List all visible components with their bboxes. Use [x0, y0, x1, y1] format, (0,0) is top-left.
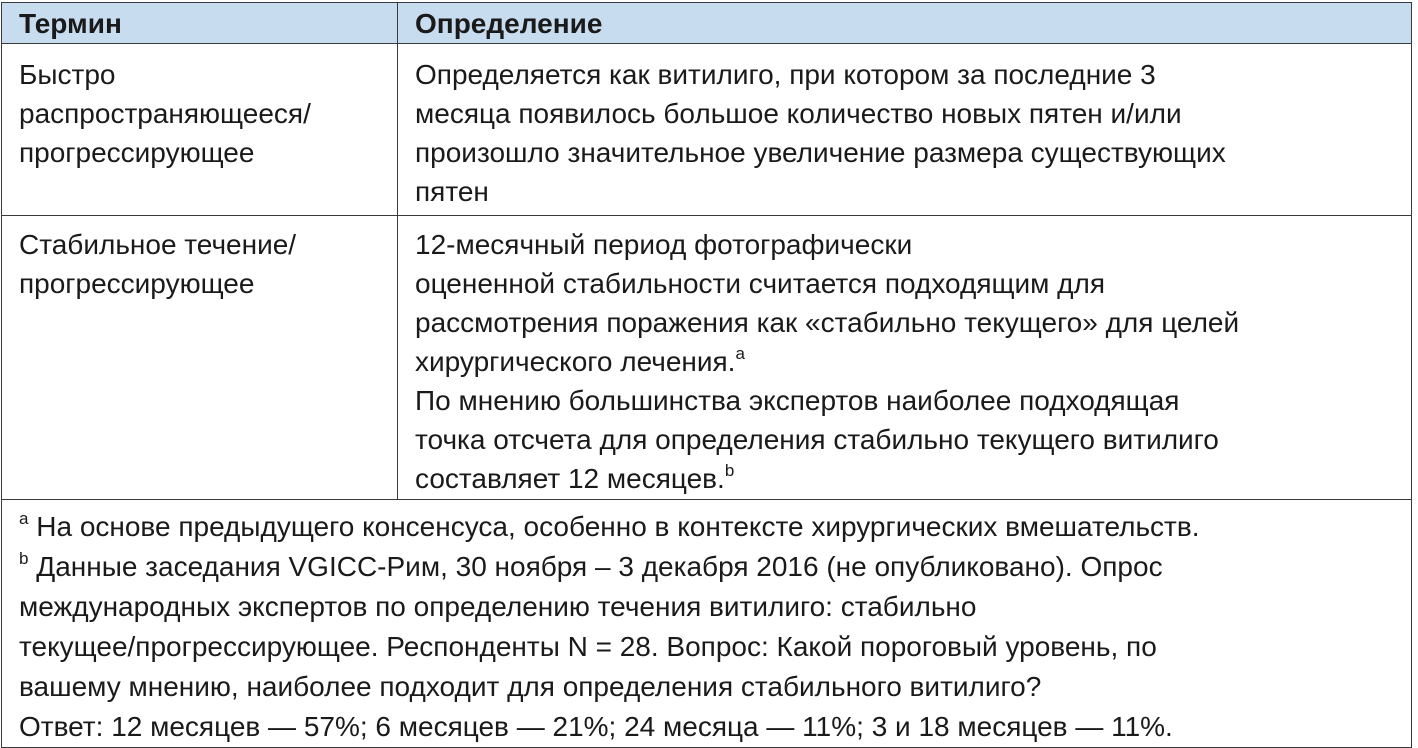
footnote-b-line: текущее/прогрессирующее. Респонденты N = 28. Вопрос: Какой пороговый уровень, по	[19, 631, 1157, 662]
footnote-ref-a: a	[735, 343, 745, 363]
definition-line: месяца появилось большое количество новых пятен и/или	[415, 98, 1182, 129]
term-line: прогрессирующее	[19, 137, 255, 168]
table-row	[2, 44, 1412, 216]
definition-line: оцененной стабильности считается подходящим для	[415, 268, 1106, 299]
table-row	[2, 216, 1412, 500]
definition-line: рассмотрения поражения как «стабильно текущего» для целей	[415, 307, 1240, 338]
header-term: Термин	[2, 3, 398, 44]
footnote-mark-b: b	[19, 548, 29, 568]
definition-text: составляет 12 месяцев.	[415, 463, 725, 494]
definition-line: Определяется как витилиго, при котором за последние 3	[415, 59, 1156, 90]
definition-line: По мнению большинства экспертов наиболее подходящая	[415, 385, 1180, 416]
definition-text: хирургического лечения.	[415, 346, 736, 377]
definitions-table	[1, 2, 1412, 748]
footnotes-row	[2, 500, 1412, 748]
term-line: Стабильное течение/	[19, 229, 297, 260]
footnote-b-text: Данные заседания VGICC-Рим, 30 ноября – 3 декабря 2016 (не опубликовано). Опрос	[28, 551, 1163, 582]
definition-line	[415, 459, 1397, 498]
term-cell	[2, 44, 398, 216]
footnote-b-line: вашему мнению, наиболее подходит для определения стабильного витилиго?	[19, 671, 1042, 702]
footnotes-cell	[2, 500, 1412, 748]
definition-line: 12-месячный период фотографически	[415, 229, 913, 260]
definition-line	[415, 342, 1397, 381]
definition-cell	[398, 216, 1412, 500]
table-header-row	[2, 3, 1412, 44]
footnote-ref-b: b	[724, 460, 735, 480]
footnote-b	[19, 547, 1397, 587]
footnote-a	[19, 507, 1397, 547]
definition-line: пятен	[415, 176, 489, 207]
definition-line: произошло значительное увеличение размера существующих	[415, 137, 1226, 168]
term-line: Быстро	[19, 59, 116, 90]
footnote-b-line: Ответ: 12 месяцев — 57%; 6 месяцев — 21%; 24 месяца — 11%; 3 и 18 месяцев — 11%.	[19, 711, 1173, 742]
header-definition: Определение	[398, 3, 1412, 44]
definition-line: точка отсчета для определения стабильно текущего витилиго	[415, 424, 1219, 455]
footnote-a-text: На основе предыдущего консенсуса, особенно в контексте хирургических вмешательств.	[28, 511, 1200, 542]
footnote-mark-a: a	[19, 508, 29, 528]
term-line: прогрессирующее	[19, 268, 255, 299]
term-line: распространяющееся/	[19, 98, 311, 129]
footnote-b-line: международных экспертов по определению течения витилиго: стабильно	[19, 591, 977, 622]
definition-cell	[398, 44, 1412, 216]
term-cell	[2, 216, 398, 500]
